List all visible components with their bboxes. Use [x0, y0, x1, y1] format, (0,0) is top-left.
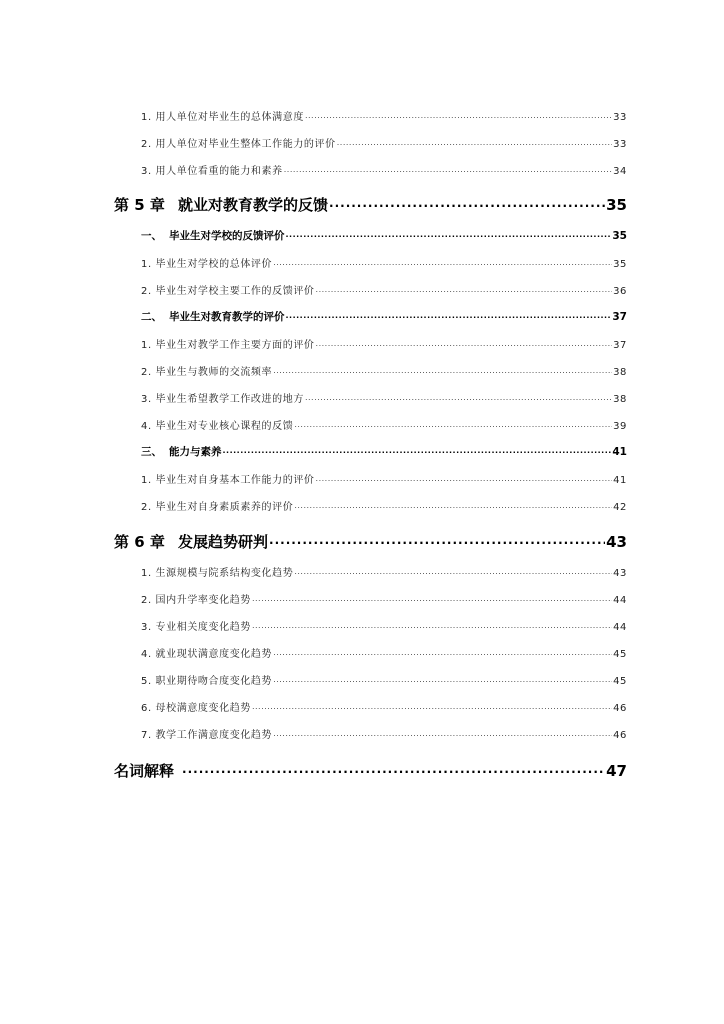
- toc-page-number: 44: [613, 595, 627, 606]
- toc-item-title: 1. 生源规模与院系结构变化趋势: [141, 568, 294, 579]
- toc-section[interactable]: [141, 309, 627, 324]
- toc-item[interactable]: [141, 417, 627, 432]
- toc-item[interactable]: [141, 390, 627, 405]
- toc-page-number: 35: [606, 196, 627, 214]
- toc-page-number: 37: [612, 311, 627, 323]
- toc-page-number: 46: [613, 730, 627, 741]
- toc-page-number: 36: [613, 286, 627, 297]
- toc-item-title: 2. 国内升学率变化趋势: [141, 595, 251, 606]
- dot-leader: [294, 566, 612, 576]
- toc-item[interactable]: [141, 564, 627, 579]
- toc-glossary-title: 名词解释: [114, 762, 175, 780]
- toc-item[interactable]: [141, 108, 627, 123]
- toc-item-title: 6. 母校满意度变化趋势: [141, 703, 251, 714]
- toc-page-number: 34: [613, 166, 627, 177]
- toc-item-title: 1. 毕业生对教学工作主要方面的评价: [141, 340, 315, 351]
- toc-item-title: 5. 职业期待吻合度变化趋势: [141, 676, 273, 687]
- dot-leader: [269, 532, 605, 547]
- dot-leader: [305, 110, 612, 120]
- toc-page-number: 35: [612, 230, 627, 242]
- toc-item-title: 4. 就业现状满意度变化趋势: [141, 649, 273, 660]
- dot-leader: [273, 647, 612, 657]
- toc-page-number: 37: [613, 340, 627, 351]
- toc-item[interactable]: [141, 135, 627, 150]
- toc-item-title: 7. 教学工作满意度变化趋势: [141, 730, 273, 741]
- dot-leader: [316, 473, 613, 483]
- dot-leader: [223, 445, 612, 456]
- toc-page-number: 39: [613, 421, 627, 432]
- toc-section-title: 一、 毕业生对学校的反馈评价: [141, 230, 285, 242]
- toc-item-title: 3. 毕业生希望教学工作改进的地方: [141, 394, 304, 405]
- toc-page-number: 42: [613, 502, 627, 513]
- toc-chapter-title: 第 5 章 就业对教育教学的反馈: [114, 196, 329, 214]
- dot-leader: [316, 284, 613, 294]
- dot-leader: [273, 728, 612, 738]
- toc-item-title: 2. 毕业生对学校主要工作的反馈评价: [141, 286, 315, 297]
- dot-leader: [294, 500, 612, 510]
- dot-leader: [252, 701, 612, 711]
- toc-item[interactable]: [141, 591, 627, 606]
- toc-item[interactable]: [141, 471, 627, 486]
- dot-leader: [329, 195, 605, 210]
- toc-item[interactable]: [141, 255, 627, 270]
- dot-leader: [273, 257, 612, 267]
- toc-item-title: 4. 毕业生对专业核心课程的反馈: [141, 421, 294, 432]
- toc-page-number: 33: [613, 112, 627, 123]
- toc-item[interactable]: [141, 726, 627, 741]
- dot-leader: [273, 674, 612, 684]
- dot-leader: [286, 229, 612, 240]
- toc-item-title: 2. 毕业生与教师的交流频率: [141, 367, 273, 378]
- toc-item[interactable]: [141, 162, 627, 177]
- toc-page-number: 38: [613, 367, 627, 378]
- toc-section[interactable]: [141, 228, 627, 243]
- dot-leader: [284, 164, 612, 174]
- toc-page-number: 33: [613, 139, 627, 150]
- toc-chapter-title: 第 6 章 发展趋势研判: [114, 533, 269, 551]
- dot-leader: [286, 310, 612, 321]
- toc-page-number: 45: [613, 649, 627, 660]
- toc-item-title: 1. 毕业生对学校的总体评价: [141, 259, 273, 270]
- toc-item[interactable]: [141, 618, 627, 633]
- toc-page-number: 41: [612, 446, 627, 458]
- toc-item-title: 2. 毕业生对自身素质素养的评价: [141, 502, 294, 513]
- toc-section[interactable]: [141, 444, 627, 459]
- dot-leader: [252, 593, 612, 603]
- dot-leader: [252, 620, 612, 630]
- toc-section-title: 三、 能力与素养: [141, 446, 222, 458]
- toc-glossary[interactable]: [114, 760, 627, 781]
- dot-leader: [316, 338, 613, 348]
- toc-item[interactable]: [141, 363, 627, 378]
- toc-chapter[interactable]: [114, 194, 627, 215]
- toc-page-number: 44: [613, 622, 627, 633]
- dot-leader: [182, 761, 605, 776]
- toc-page-number: 43: [606, 533, 627, 551]
- toc-item[interactable]: [141, 498, 627, 513]
- toc-chapter[interactable]: [114, 531, 627, 552]
- dot-leader: [273, 365, 612, 375]
- toc-page-number: 46: [613, 703, 627, 714]
- toc-page-number: 47: [606, 762, 627, 780]
- dot-leader: [294, 419, 612, 429]
- toc-item-title: 3. 专业相关度变化趋势: [141, 622, 251, 633]
- dot-leader: [305, 392, 612, 402]
- toc-item-title: 3. 用人单位看重的能力和素养: [141, 166, 283, 177]
- toc-item-title: 1. 毕业生对自身基本工作能力的评价: [141, 475, 315, 486]
- toc-item[interactable]: [141, 282, 627, 297]
- toc-page-number: 38: [613, 394, 627, 405]
- toc-item[interactable]: [141, 672, 627, 687]
- dot-leader: [337, 137, 612, 147]
- toc-page-number: 43: [613, 568, 627, 579]
- toc-item[interactable]: [141, 645, 627, 660]
- toc-item[interactable]: [141, 699, 627, 714]
- toc-page-number: 41: [613, 475, 627, 486]
- toc-item-title: 1. 用人单位对毕业生的总体满意度: [141, 112, 304, 123]
- toc-item-title: 2. 用人单位对毕业生整体工作能力的评价: [141, 139, 336, 150]
- toc-section-title: 二、 毕业生对教育教学的评价: [141, 311, 285, 323]
- toc-page-number: 35: [613, 259, 627, 270]
- toc-item[interactable]: [141, 336, 627, 351]
- toc-page-number: 45: [613, 676, 627, 687]
